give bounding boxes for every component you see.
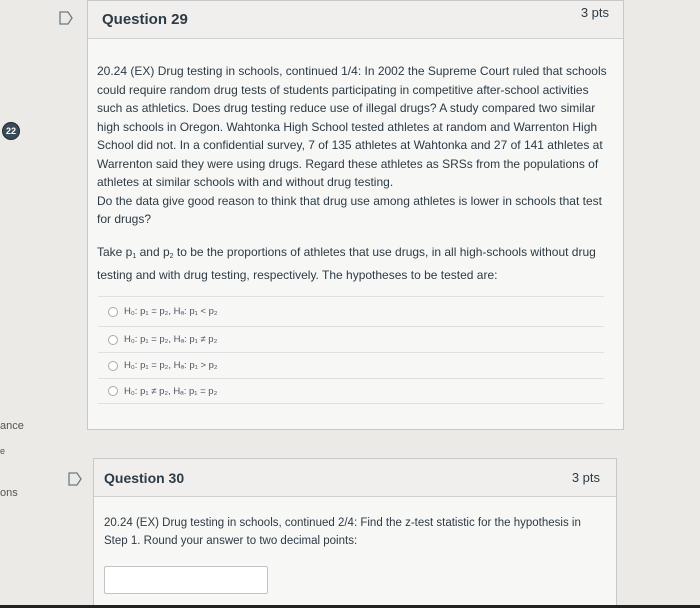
sidebar-fragment[interactable]: ance [0, 420, 24, 432]
question-29-header [88, 1, 623, 39]
answer-label: H₀: p₁ = p₂, Hₐ: p₁ > p₂ [124, 360, 218, 371]
question-30-header [94, 459, 616, 497]
answer-label: H₀: p₁ = p₂, Hₐ: p₁ < p₂ [124, 306, 218, 317]
answer-options [98, 296, 604, 404]
answer-option[interactable] [98, 352, 604, 378]
question-title: Question 30 [104, 469, 185, 486]
radio-button[interactable] [108, 307, 118, 317]
answer-label: H₀: p₁ = p₂, Hₐ: p₁ ≠ p₂ [124, 334, 218, 345]
sidebar-fragment[interactable]: ons [0, 487, 18, 499]
question-paragraph: Take $p_1$ and $p_2$ to be the proportions of athletes that use drugs, in all high-schools without drug testing and with drug testing, respectively. The hypotheses to be tested are: [97, 244, 596, 282]
answer-option[interactable] [98, 378, 604, 404]
radio-button[interactable] [108, 386, 118, 396]
question-paragraph: Do the data give good reason to think that drug use among athletes is lower in schools that test for drugs? [97, 193, 602, 226]
flag-question-icon[interactable] [67, 471, 83, 487]
answer-input[interactable] [104, 566, 268, 594]
notification-badge[interactable]: 22 [2, 122, 20, 140]
question-points: 3 pts [571, 470, 600, 485]
question-points: 3 pts [580, 5, 609, 20]
answer-option[interactable] [98, 296, 604, 326]
radio-button[interactable] [108, 335, 118, 345]
sidebar-fragment[interactable]: e [0, 446, 6, 456]
question-30-text: 20.24 (EX) Drug testing in schools, continued 2/4: Find the z-test statistic for the hypothesis in Step 1. Round your answer to two decimal points: [104, 517, 581, 547]
question-title: Question 29 [102, 11, 188, 28]
flag-question-icon[interactable] [58, 10, 74, 26]
radio-button[interactable] [108, 361, 118, 371]
answer-option[interactable] [98, 326, 604, 352]
question-29-body [97, 62, 607, 285]
answer-label: H₀: p₁ ≠ p₂, Hₐ: p₁ = p₂ [124, 385, 218, 397]
question-paragraph: 20.24 (EX) Drug testing in schools, continued 1/4: In 2002 the Supreme Court ruled that schools could require random drug tests of students participating in competitive after-school activities such as athletics. Does drug testing reduce use of illegal drugs? A study compared two similar high schools in Oregon. Wahtonka High School tested athletes at random and Warrenton High School did not. In a confidential survey, 7 of 135 athletes at Wahtonka and 27 of 141 athletes at Warrenton said they were using drugs. Regard these athletes as SRSs from the populations of athletes at similar schools with and without drug testing. [97, 64, 607, 189]
